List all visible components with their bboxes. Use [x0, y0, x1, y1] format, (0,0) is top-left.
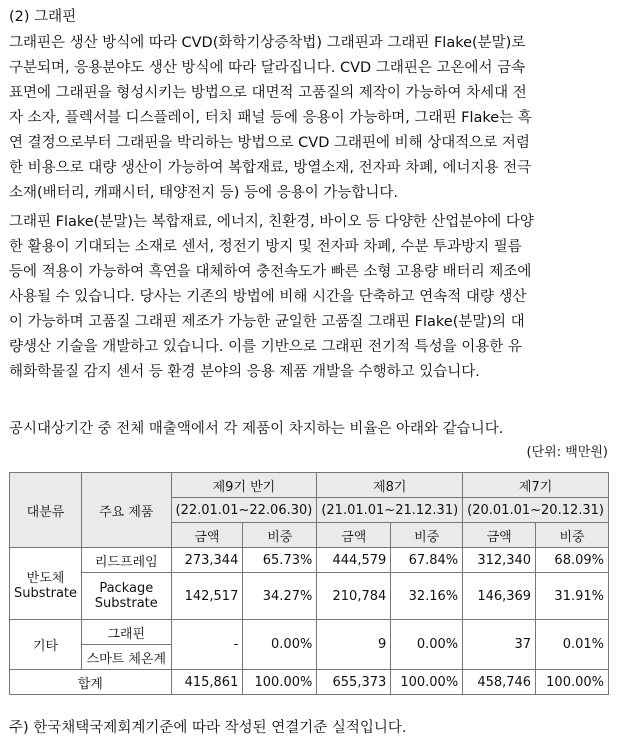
amount-cell: 210,784 [317, 573, 391, 620]
category-cell: 기타 [10, 620, 82, 670]
header-period-range: (21.01.01~21.12.31) [317, 498, 463, 523]
header-period-name: 제7기 [463, 473, 609, 498]
table-header-row [10, 473, 609, 498]
graphene-paragraph-1 [9, 31, 611, 206]
amount-cell: 458,746 [463, 670, 536, 695]
paragraph-line: 이 가능하며 고품질 그래핀 제조가 가능한 균일한 고품질 그래핀 Flake(분말)의 대 [9, 314, 525, 330]
product-cell: 스마트 체온계 [82, 645, 171, 670]
header-period-name: 제8기 [317, 473, 463, 498]
paragraph-line: 사용될 수 있습니다. 당사는 기존의 방법에 비해 시간을 단축하고 연속적 대량 생산 [9, 289, 527, 305]
header-category: 대분류 [10, 473, 82, 548]
paragraph-line: 량생산 기술을 개발하고 있습니다. 이를 기반으로 그래핀 전기적 특성을 이용한 유 [9, 339, 522, 355]
header-amount: 금액 [317, 523, 391, 548]
ratio-cell: 0.00% [391, 620, 463, 670]
amount-cell: 415,861 [171, 670, 243, 695]
amount-cell: 655,373 [317, 670, 391, 695]
amount-cell: 312,340 [463, 548, 536, 573]
paragraph-line: 연 결정으로부터 그래핀을 박리하는 방법으로 CVD 그래핀에 비해 상대적으로 저렴 [9, 135, 530, 151]
total-row [10, 670, 609, 695]
amount-cell: 444,579 [317, 548, 391, 573]
amount-cell: 9 [317, 620, 391, 670]
ratio-cell: 67.84% [391, 548, 463, 573]
paragraph-line: 구분되며, 응용분야도 생산 방식에 따라 달라집니다. CVD 그래핀은 고온에서 금속 [9, 60, 526, 76]
product-label: Substrate [94, 596, 158, 611]
paragraph-line: 자 소자, 플렉서블 디스플레이, 터치 패널 등에 응용이 가능하며, 그래핀 Flake는 흑 [9, 110, 532, 126]
product-cell: 그래핀 [82, 620, 171, 645]
header-amount: 금액 [463, 523, 536, 548]
paragraph-line: 해화학물질 감지 센서 등 환경 분야의 응용 제품 개발을 수행하고 있습니다. [9, 364, 480, 380]
paragraph-line: 표면에 그래핀을 형성시키는 방법으로 대면적 고품질의 제작이 가능하여 차세대 전 [9, 85, 527, 101]
paragraph-line: 한 활용이 기대되는 소재로 센서, 정전기 방지 및 전자파 차폐, 수분 투과방지 필름 [9, 239, 522, 255]
ratio-cell: 32.16% [391, 573, 463, 620]
header-product: 주요 제품 [82, 473, 171, 548]
total-label: 합계 [10, 670, 172, 695]
amount-cell: - [171, 620, 243, 670]
unit-label: (단위: 백만원) [526, 445, 608, 460]
header-period-range: (20.01.01~20.12.31) [463, 498, 609, 523]
footnote: 주) 한국채택국제회계기준에 따라 작성된 연결기준 실적입니다. [9, 720, 407, 736]
ratio-cell: 100.00% [536, 670, 609, 695]
ratio-cell: 34.27% [243, 573, 317, 620]
paragraph-line: 그래핀 Flake(분말)는 복합재료, 에너지, 친환경, 바이오 등 다양한 산업분야에 다양 [9, 214, 534, 230]
header-ratio: 비중 [243, 523, 317, 548]
amount-cell: 273,344 [171, 548, 243, 573]
ratio-cell: 100.00% [243, 670, 317, 695]
section-heading: (2) 그래핀 [9, 9, 77, 25]
category-cell [10, 548, 82, 620]
product-cell: 리드프레임 [82, 548, 171, 573]
amount-cell: 142,517 [171, 573, 243, 620]
sales-ratio-table [9, 472, 609, 695]
amount-cell: 146,369 [463, 573, 536, 620]
table-row [10, 573, 609, 620]
amount-cell: 37 [463, 620, 536, 670]
header-period-name: 제9기 반기 [171, 473, 317, 498]
ratio-cell: 0.00% [243, 620, 317, 670]
table-row [10, 620, 609, 645]
header-ratio: 비중 [391, 523, 463, 548]
ratio-cell: 0.01% [536, 620, 609, 670]
paragraph-line: 등에 적용이 가능하여 흑연을 대체하여 충전속도가 빠른 소형 고용량 배터리 제조에 [9, 264, 532, 280]
ratio-cell: 31.91% [536, 573, 609, 620]
paragraph-line: 소재(배터리, 캐패시터, 태양전지 등) 등에 응용이 가능합니다. [9, 185, 398, 201]
paragraph-line: 그래핀은 생산 방식에 따라 CVD(화학기상증착법) 그래핀과 그래핀 Flake(분말)로 [9, 35, 526, 51]
ratio-cell: 100.00% [391, 670, 463, 695]
header-period-range: (22.01.01~22.06.30) [171, 498, 317, 523]
table-row [10, 548, 609, 573]
ratio-cell: 65.73% [243, 548, 317, 573]
product-cell [82, 573, 171, 620]
category-label: Substrate [14, 585, 78, 601]
ratio-cell: 68.09% [536, 548, 609, 573]
sales-ratio-intro: 공시대상기간 중 전체 매출액에서 각 제품이 차지하는 비율은 아래와 같습니다. [9, 421, 504, 437]
header-amount: 금액 [171, 523, 243, 548]
header-ratio: 비중 [536, 523, 609, 548]
product-label: Package [99, 581, 154, 596]
category-label: 반도체 [26, 570, 65, 586]
paragraph-line: 한 비용으로 대량 생산이 가능하여 복합재료, 방열소재, 전자파 차폐, 에너지용 전극 [9, 160, 532, 176]
graphene-paragraph-2 [9, 210, 611, 385]
